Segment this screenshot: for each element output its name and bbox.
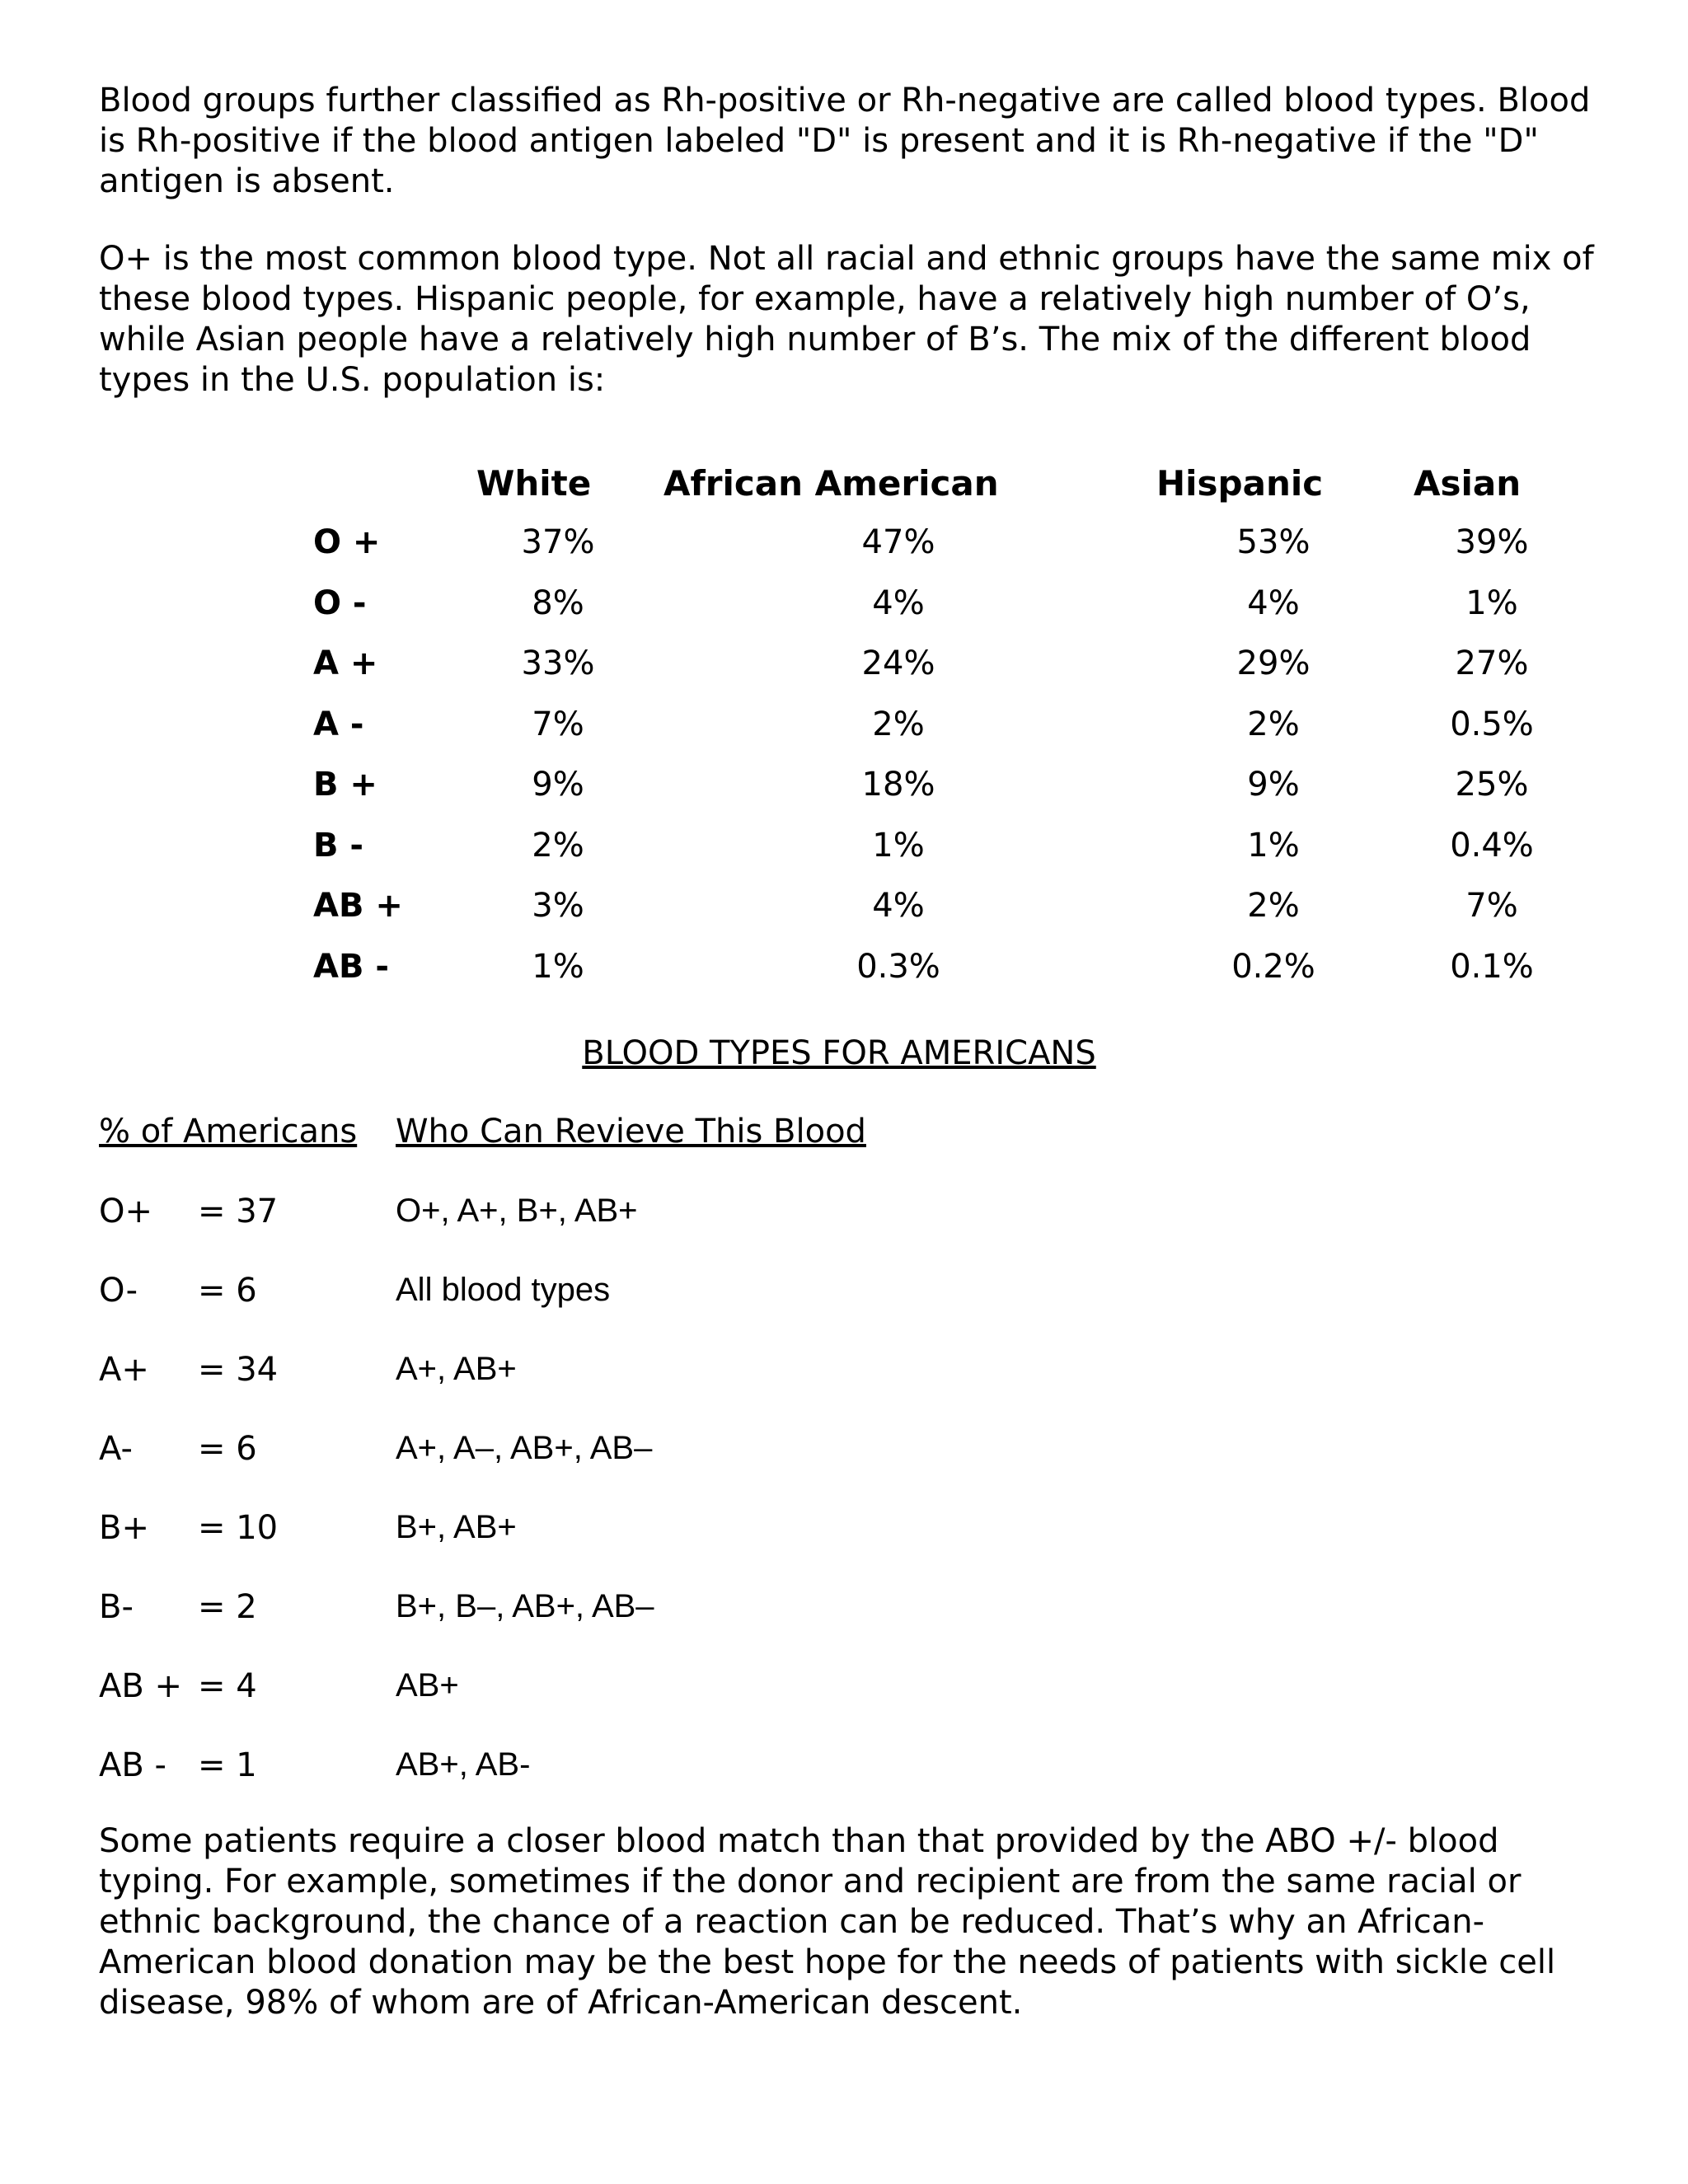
intro-paragraph-1: Blood groups further classified as Rh-positive or Rh-negative are called blood types. Blood is Rh-positive if the blood antigen labeled "D" is present and it is Rh-negative if the "D" antigen is absent. [99, 82, 1591, 200]
percent-value: = 2 [198, 1588, 257, 1626]
table-cell: 1% [872, 826, 925, 865]
table-cell: 0.4% [1450, 826, 1534, 865]
table-cell: 1% [1465, 583, 1518, 622]
table-cell: 4% [872, 583, 925, 622]
blood-type-label: A + [313, 644, 378, 682]
column-header-percent: % of Americans [99, 1113, 358, 1151]
blood-type-label: A - [313, 705, 364, 743]
table-cell: 29% [1236, 644, 1311, 682]
table-cell: 0.2% [1231, 947, 1315, 986]
table-cell: 2% [872, 705, 925, 743]
table-cell: 2% [1247, 887, 1300, 925]
table-row [0, 948, 1688, 997]
column-header-asian: Asian [1414, 463, 1522, 504]
table-cell: 25% [1455, 766, 1529, 804]
blood-type-label: O + [313, 523, 381, 561]
table-row [0, 887, 1688, 936]
blood-type-label: AB - [313, 947, 389, 986]
percent-value: = 4 [198, 1667, 257, 1705]
percent-value: = 10 [198, 1509, 279, 1547]
table-cell: 4% [1247, 583, 1300, 622]
table-row [0, 644, 1688, 694]
blood-type-label: O - [313, 583, 367, 622]
table-cell: 0.3% [856, 947, 940, 986]
recipients-text: O+, A+, B+, AB+ [396, 1193, 638, 1229]
column-header-white: White [476, 463, 592, 504]
table-cell: 53% [1236, 523, 1311, 561]
blood-type-label: A+ [99, 1351, 149, 1389]
section-title: BLOOD TYPES FOR AMERICANS [582, 1034, 1096, 1072]
percent-value: = 6 [198, 1272, 257, 1310]
table-row [0, 827, 1688, 876]
list-item [0, 1588, 1688, 1638]
closing-paragraph: Some patients require a closer blood match than that provided by the ABO +/- blood typing. For example, sometimes if the donor and recipient are from the same racial or ethnic background, the chance of a reaction can be reduced. That’s why an African-American blood donation may be the best hope for the needs of patients with sickle cell disease, 98% of whom are of African-American descent. [99, 1822, 1556, 2022]
percent-value: = 6 [198, 1430, 257, 1468]
table-cell: 7% [1465, 887, 1518, 925]
recipients-text: A+, A–, AB+, AB– [396, 1430, 653, 1466]
table-cell: 7% [532, 705, 584, 743]
table-cell: 9% [532, 766, 584, 804]
column-header-hispanic: Hispanic [1156, 463, 1324, 504]
table-cell: 33% [521, 644, 595, 682]
table-cell: 9% [1247, 766, 1300, 804]
table-cell: 18% [861, 766, 935, 804]
list-item [0, 1272, 1688, 1321]
percent-value: = 34 [198, 1351, 279, 1389]
table-cell: 3% [532, 887, 584, 925]
intro-paragraph-2: O+ is the most common blood type. Not all racial and ethnic groups have the same mix of these blood types. Hispanic people, for example, have a relatively high number of O’s, while Asian people have a relatively high number of B’s. The mix of the different blood types in the U.S. population is: [99, 240, 1594, 399]
column-header-recipients: Who Can Revieve This Blood [396, 1113, 866, 1151]
blood-type-label: B + [313, 766, 377, 804]
blood-type-label: O- [99, 1272, 138, 1310]
table-cell: 47% [861, 523, 935, 561]
recipients-text: All blood types [396, 1272, 611, 1308]
table-cell: 1% [532, 947, 584, 986]
blood-type-label: A- [99, 1430, 133, 1468]
table-cell: 27% [1455, 644, 1529, 682]
recipients-text: B+, B–, AB+, AB– [396, 1588, 654, 1624]
list-item [0, 1351, 1688, 1400]
list-item [0, 1746, 1688, 1796]
percent-value: = 37 [198, 1193, 279, 1230]
blood-type-label: O+ [99, 1193, 152, 1230]
percent-value: = 1 [198, 1746, 257, 1784]
table-cell: 1% [1247, 826, 1300, 865]
recipients-text: AB+ [396, 1667, 459, 1704]
table-cell: 4% [872, 887, 925, 925]
recipients-text: B+, AB+ [396, 1509, 517, 1545]
blood-type-label: B - [313, 826, 364, 865]
table-cell: 0.1% [1450, 947, 1534, 986]
table-cell: 39% [1455, 523, 1529, 561]
table-cell: 0.5% [1450, 705, 1534, 743]
table-cell: 37% [521, 523, 595, 561]
recipients-text: A+, AB+ [396, 1351, 517, 1387]
table-cell: 24% [861, 644, 935, 682]
list-item [0, 1193, 1688, 1242]
column-header-african-american: African American [663, 463, 999, 504]
table-cell: 8% [532, 583, 584, 622]
table-row [0, 766, 1688, 815]
table-row [0, 584, 1688, 634]
list-item [0, 1430, 1688, 1479]
blood-type-label: B+ [99, 1509, 149, 1547]
list-item [0, 1667, 1688, 1717]
table-cell: 2% [532, 826, 584, 865]
blood-type-label: AB - [99, 1746, 166, 1784]
table-row [0, 523, 1688, 573]
blood-type-label: AB + [99, 1667, 183, 1705]
list-item [0, 1509, 1688, 1558]
recipients-text: AB+, AB- [396, 1746, 531, 1783]
table-cell: 2% [1247, 705, 1300, 743]
blood-type-label: AB + [313, 887, 403, 925]
table-row [0, 705, 1688, 755]
blood-type-label: B- [99, 1588, 134, 1626]
